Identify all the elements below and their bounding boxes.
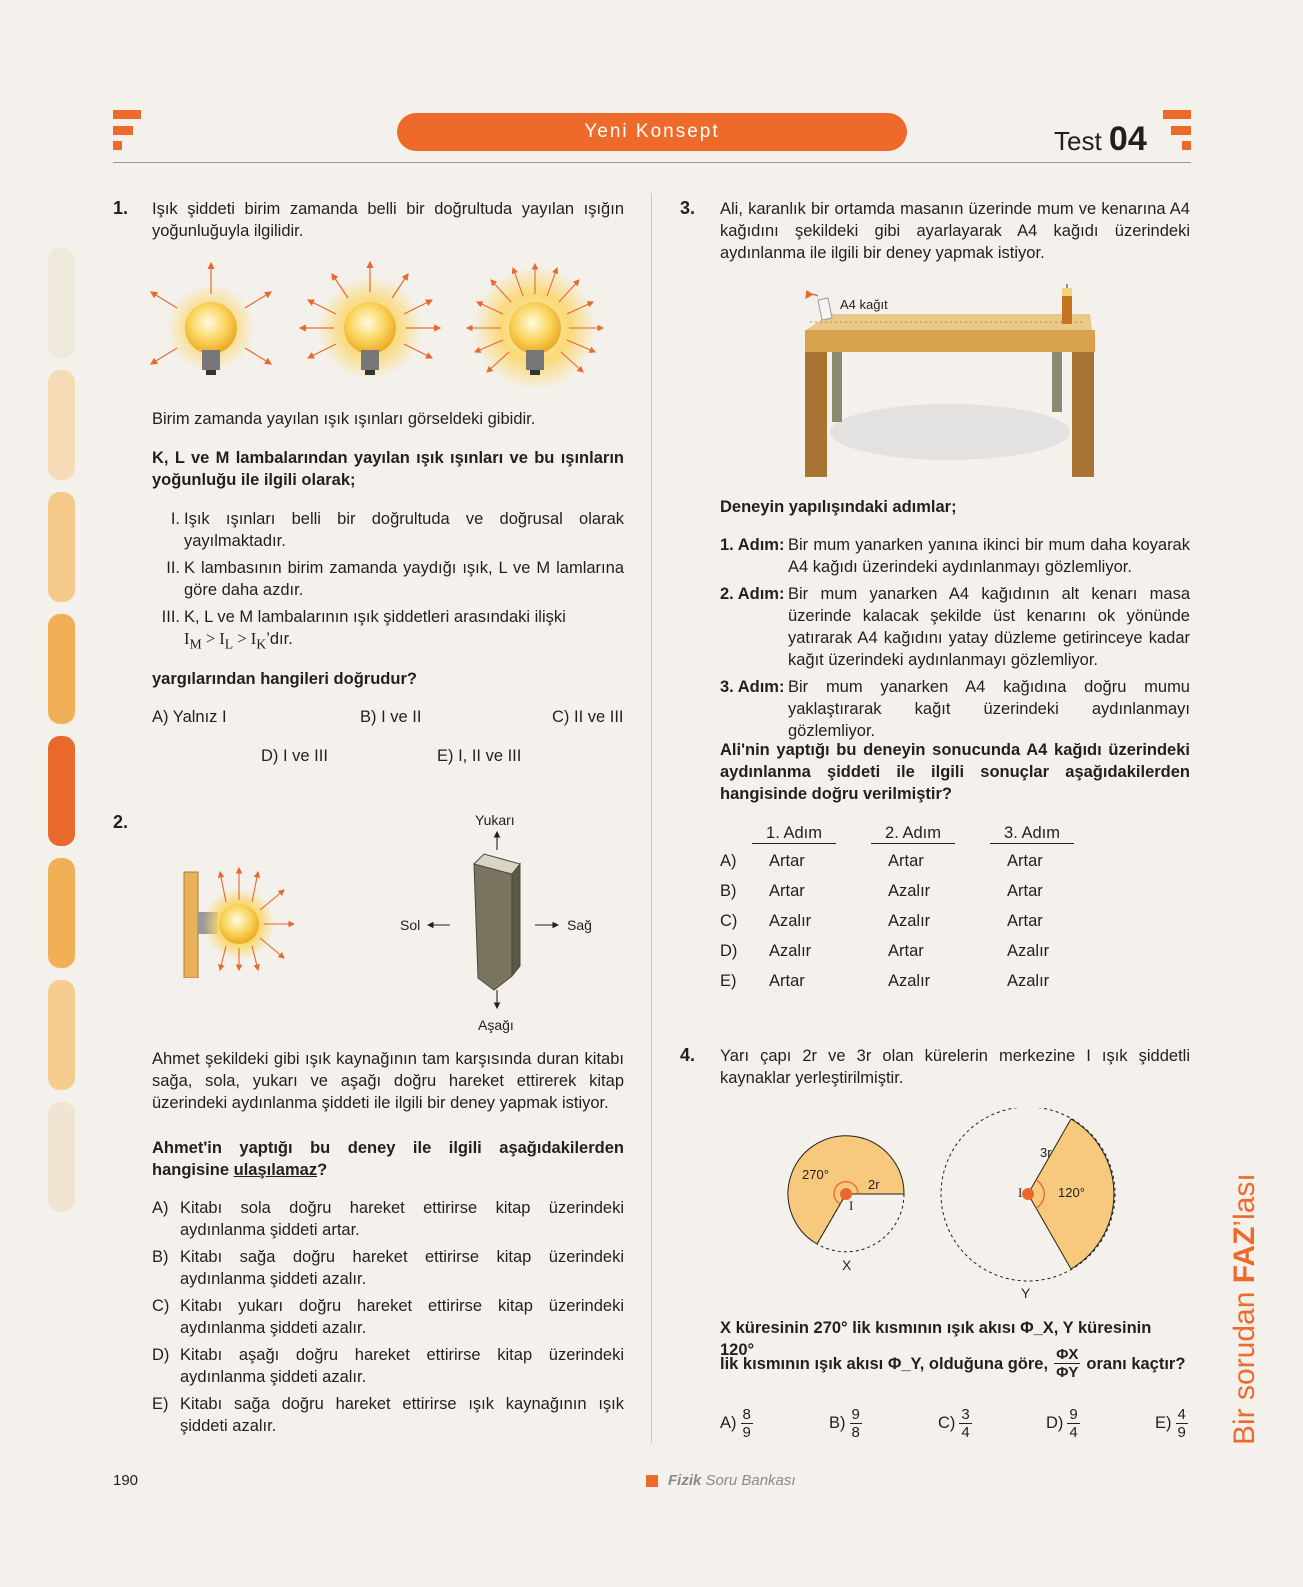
q3-header-1: 1. Adım [752,824,836,844]
test-label: Test 04 [1054,120,1147,158]
q1-relation: $I_M > I_L > I_K$ [184,629,267,652]
q1-number: 1. [113,198,129,218]
side-tab [48,614,75,724]
q2-option-a[interactable]: A) Kitabı sola doğru hareket ettirirse kitap üzerindeki aydınlanma şiddeti artar. [152,1199,624,1239]
q1-option-d[interactable]: D) I ve III [261,747,328,765]
q3-step: 1. Adım: Bir mum yanarken yanına ikinci bir mum daha koyarak A4 kağıdı üzerindeki aydınlanmayı gözlemliyor. [720,536,1190,576]
q3-cell: Azalır [888,912,931,930]
q3-figure-label: A4 kağıt [840,297,888,312]
q3-cell: Artar [1007,882,1043,900]
q2-option-e[interactable]: E) Kitabı sağa doğru hareket ettirirse ışık kaynağının ışık şiddeti azalır. [152,1395,624,1435]
q3-cell: Artar [888,942,924,960]
side-tab [48,370,75,480]
q1-statement: I. Işık ışınları belli bir doğrultuda ve doğrusal olarak yayılmaktadır. [170,510,624,550]
q4-y-source: I [1018,1185,1023,1200]
q4-option-a[interactable]: A) $\frac{8}{9}$ [720,1406,751,1441]
logo-mark-left [113,110,143,152]
q3-cell: Artar [1007,912,1043,930]
q1-lamps-figure [148,258,628,388]
q3-step: 3. Adım: Bir mum yanarken A4 kağıdına doğru mumu yaklaştırarak kağıt üzerindeki aydınlanmayı gözlemliyor. [720,678,1190,740]
q3-number: 3. [680,198,696,218]
q2-option-d[interactable]: D) Kitabı aşağı doğru hareket ettirirse kitap üzerindeki aydınlanma şiddeti azalır. [152,1346,624,1386]
q3-cell: Azalır [1007,972,1050,990]
q3-table-figure [800,282,1110,487]
q3-steps [720,534,1190,742]
q4-x-source: I [849,1198,854,1213]
side-tab [48,858,75,968]
page-number: 190 [113,1472,139,1489]
side-tab [48,1102,75,1212]
q1-option-b[interactable]: B) I ve II [360,708,422,726]
column-divider [651,193,652,1443]
lamp-m [467,264,603,388]
q3-cell: Artar [769,852,805,870]
q3-cell: Artar [1007,852,1043,870]
q2-label-up: Yukarı [475,812,515,828]
q2-option-b[interactable]: B) Kitabı sağa doğru hareket ettirirse kitap üzerindeki aydınlanma şiddeti azalır. [152,1248,624,1288]
q1-stem: K, L ve M lambalarından yayılan ışık ışınları ve bu ışınların yoğunluğu ile ilgili olarak; [152,449,624,489]
lamp-l [300,262,440,380]
logo-mark-right [1163,110,1193,152]
q4-number: 4. [680,1045,696,1065]
q2-stem: Ahmet'in yaptığı bu deney ile ilgili aşağıdakilerden hangisine ulaşılamaz? [152,1139,624,1179]
q4-y-name: Y [1021,1285,1031,1301]
q3-cell: Azalır [888,972,931,990]
q1-statement: III. K, L ve M lambalarının ışık şiddetleri arasındaki ilişki $I_M > I_L$ > $I_K’dır$. [161,608,566,652]
q1-option-e[interactable]: E) I, II ve III [437,747,522,765]
q3-cell: Azalır [888,882,931,900]
q3-steps-title: Deneyin yapılışındaki adımlar; [720,498,957,516]
q3-cell: Artar [769,972,805,990]
q2-number: 2. [113,812,129,832]
q4-y-radius: 3r [1040,1145,1052,1160]
q2-intro: Ahmet şekildeki gibi ışık kaynağının tam karşısında duran kitabı sağa, sola, yukarı ve aşağı doğru hareket ettirerek kitap üzerindeki aydınlanma şiddeti ile ilgili bir deney yapmak istiyor. [152,1050,624,1112]
q4-intro: Yarı çapı 2r ve 3r olan kürelerin merkezine I ışık şiddetli kaynaklar yerleştirilmiştir. [720,1047,1190,1087]
sidebar-slogan: Bir sorudan FAZ’lası [1228,1173,1261,1445]
side-tab [48,492,75,602]
q1-intro: Işık şiddeti birim zamanda belli bir doğrultuda yayılan ışığın yoğunluğuyla ilgilidir. [152,200,624,240]
q3-row-d-letter[interactable]: D) [720,942,738,960]
q3-cell: Azalır [769,942,812,960]
q3-row-a-letter[interactable]: A) [720,852,737,870]
q4-y-angle: 120° [1058,1185,1085,1200]
q4-x-angle: 270° [802,1167,829,1182]
q3-intro: Ali, karanlık bir ortamda masanın üzerinde mum ve kenarına A4 kağıdını şekildeki gibi ayarlayarak A4 kağıdı üzerindeki aydınlanma ile ilgili bir deney yapmak istiyor. [720,200,1190,262]
q4-question-line2: lik kısmının ışık akısı Φ_Y, olduğuna göre, $\frac{\Phi X}{\Phi Y}$ oranı kaçtır? [720,1346,1186,1381]
q2-options [152,1197,624,1437]
q2-light-source-figure [176,858,306,978]
q1-question: yargılarından hangileri doğrudur? [152,670,417,688]
q3-cell: Artar [888,852,924,870]
q1-option-a[interactable]: A) Yalnız I [152,708,227,726]
q2-option-c[interactable]: C) Kitabı yukarı doğru hareket ettirirse kitap üzerindeki aydınlanma şiddeti azalır. [152,1297,624,1337]
q3-cell: Artar [769,882,805,900]
q4-option-e[interactable]: E) $\frac{4}{9}$ [1155,1406,1186,1441]
q3-step: 2. Adım: Bir mum yanarken A4 kağıdının alt kenarı masa üzerinde kalacak şekilde üst kenarını ok yönünde yatırarak A4 kağıdını yatay düzleme getirinceye kadar kağıt üzerindeki aydınlanmayı gözlemliyor. [720,585,1190,669]
q4-option-d[interactable]: D) $\frac{9}{4}$ [1046,1406,1078,1441]
q2-label-down: Aşağı [478,1017,514,1033]
q1-statement: II. K lambasının birim zamanda yaydığı ışık, L ve M lamlarına göre daha azdır. [166,559,624,599]
footer-brand: Fizik Soru Bankası [668,1472,796,1489]
test-number: 04 [1108,120,1147,158]
q4-x-radius: 2r [868,1177,880,1192]
q1-statements [158,508,624,655]
q3-row-e-letter[interactable]: E) [720,972,737,990]
side-tab [48,248,75,358]
header-rule [113,162,1191,163]
q3-cell: Azalır [769,912,812,930]
q3-header-2: 2. Adım [871,824,955,844]
footer-square-icon [646,1475,658,1487]
q2-stem-emphasis: ulaşılamaz [233,1161,318,1179]
q1-option-c[interactable]: C) II ve III [552,708,624,726]
side-tab [48,736,75,846]
side-tab [48,980,75,1090]
q4-ratio: $\frac{\Phi X}{\Phi Y}$ [1056,1346,1079,1381]
q2-label-right: Sağ [567,917,592,933]
q3-row-b-letter[interactable]: B) [720,882,737,900]
lamp-k [151,263,271,375]
q3-cell: Azalır [1007,942,1050,960]
q1-caption: Birim zamanda yayılan ışık ışınları görseldeki gibidir. [152,410,536,428]
q4-option-b[interactable]: B) $\frac{9}{8}$ [829,1406,860,1441]
q2-book-figure [420,828,570,1018]
q4-question-line1: X küresinin 270° lik kısmının ışık akısı Φ_X, Y küresinin 120° [720,1319,1152,1359]
q2-label-left: Sol [400,917,421,933]
q4-x-name: X [842,1257,852,1273]
q3-row-c-letter[interactable]: C) [720,912,738,930]
header-banner: Yeni Konsept [397,113,907,151]
q4-option-c[interactable]: C) $\frac{3}{4}$ [938,1406,970,1441]
q4-spheres-figure [780,1108,1130,1308]
q3-header-3: 3. Adım [990,824,1074,844]
q3-question: Ali'nin yaptığı bu deneyin sonucunda A4 kağıdı üzerindeki aydınlanma şiddeti ile ilgili sonuçlar aşağıdakilerden hangisinde doğru verilmiştir? [720,741,1190,803]
